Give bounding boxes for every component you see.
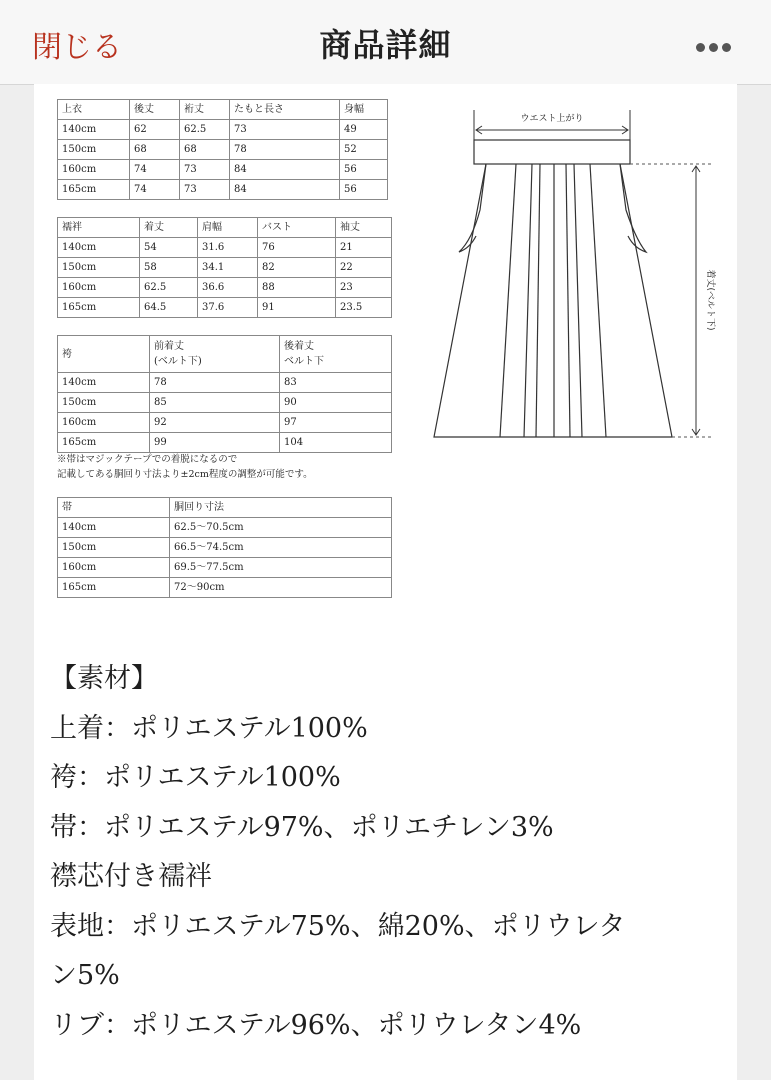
length-label: 着丈(ベルト下) [705,269,715,331]
table-row [58,433,392,453]
table-cell: 74 [130,180,180,200]
table-header-cell: 帯 [58,498,170,518]
table-cell: 23.5 [336,298,392,318]
header-line: 後着丈 [284,341,314,352]
table-header-cell: 袴 [58,336,150,373]
table-cell: 140cm [58,238,140,258]
table-row [58,278,392,298]
table-header-cell: 袖丈 [336,218,392,238]
table-cell: 56 [340,160,388,180]
table-cell: 78 [230,140,340,160]
table-cell: 160cm [58,558,170,578]
table-header-cell: 着丈 [140,218,198,238]
table-cell: 83 [280,373,392,393]
table-cell: 150cm [58,140,130,160]
table-cell: 69.5〜77.5cm [170,558,392,578]
table-cell: 62.5 [180,120,230,140]
material-line: 袴：ポリエステル100% [50,762,341,793]
table-row [58,518,392,538]
size-table-jacket [57,99,388,200]
page-title: 商品詳細 [319,26,452,64]
table-header-row [58,218,392,238]
table-cell: 49 [340,120,388,140]
table-cell: 92 [150,413,280,433]
size-chart-image [34,84,737,684]
table-cell: 150cm [58,258,140,278]
table-cell: 54 [140,238,198,258]
table-cell: 165cm [58,180,130,200]
material-line: 襟芯付き襦袢 [50,861,212,892]
table-cell: 140cm [58,373,150,393]
table-header-cell: 身幅 [340,100,388,120]
table-row [58,140,388,160]
table-row [58,120,388,140]
table-header-cell: 肩幅 [198,218,258,238]
top-nav-bar [0,0,771,85]
length-dimension-line [630,164,714,437]
material-heading: 【素材】 [50,663,158,694]
table-row [58,393,392,413]
table-cell: 73 [230,120,340,140]
more-dots-icon[interactable] [696,37,736,47]
table-cell: 58 [140,258,198,278]
table-cell: 31.6 [198,238,258,258]
table-cell: 160cm [58,160,130,180]
table-cell: 99 [150,433,280,453]
table-header-cell: たもと長さ [230,100,340,120]
table-cell: 140cm [58,518,170,538]
table-cell: 73 [180,180,230,200]
size-table-belt [57,497,392,598]
header-line: 前着丈 [154,341,184,352]
table-cell: 160cm [58,278,140,298]
table-row [58,558,392,578]
close-button[interactable]: 閉じる [32,30,122,65]
table-cell: 84 [230,160,340,180]
table-cell: 37.6 [198,298,258,318]
table-cell: 88 [258,278,336,298]
table-cell: 52 [340,140,388,160]
table-cell: 150cm [58,393,150,413]
hakama-body-shape [434,164,672,437]
table-cell: 82 [258,258,336,278]
table-cell: 85 [150,393,280,413]
table-cell: 78 [150,373,280,393]
table-cell: 165cm [58,433,150,453]
table-cell: 90 [280,393,392,413]
table-cell: 22 [336,258,392,278]
material-line: ン5% [50,960,120,991]
table-row [58,180,388,200]
table-cell: 72〜90cm [170,578,392,598]
table-header-cell [280,336,392,373]
table-cell: 66.5〜74.5cm [170,538,392,558]
header-line: ベルト下 [284,356,324,367]
table-row [58,538,392,558]
table-cell: 62 [130,120,180,140]
table-cell: 64.5 [140,298,198,318]
table-header-cell [150,336,280,373]
material-line: 上着：ポリエステル100% [50,712,368,744]
table-cell: 68 [180,140,230,160]
note-line: 記載してある胴回り寸法より±2cm程度の調整が可能です。 [57,469,313,480]
size-table-undergarment [57,217,392,318]
material-line: 帯：ポリエステル97%、ポリエチレン3% [50,811,554,843]
table-row [58,373,392,393]
table-cell: 36.6 [198,278,258,298]
table-cell: 91 [258,298,336,318]
table-row [58,258,392,278]
table-row [58,578,392,598]
material-section [50,654,730,1050]
table-cell: 165cm [58,298,140,318]
table-cell: 56 [340,180,388,200]
waist-label: ウエスト上がり [520,114,584,124]
table-cell: 160cm [58,413,150,433]
table-cell: 62.5 [140,278,198,298]
table-cell: 68 [130,140,180,160]
note-line: ※帯はマジックテープでの着脱になるので [57,454,238,465]
header-line: (ベルト下) [154,356,202,367]
table-header-cell: 襦袢 [58,218,140,238]
table-header-cell: 裄丈 [180,100,230,120]
material-line: 表地：ポリエステル75%、綿20%、ポリウレタ [50,910,626,942]
table-header-cell: 後丈 [130,100,180,120]
hakama-diagram [424,100,724,460]
table-header-row [58,336,392,373]
table-header-cell: バスト [258,218,336,238]
table-cell: 140cm [58,120,130,140]
table-cell: 21 [336,238,392,258]
table-cell: 97 [280,413,392,433]
waistband-shape [474,140,630,164]
material-line: リブ：ポリエステル96%、ポリウレタン4% [50,1009,582,1041]
table-cell: 74 [130,160,180,180]
table-row [58,160,388,180]
belt-note [57,452,313,482]
table-cell: 34.1 [198,258,258,278]
table-cell: 23 [336,278,392,298]
table-row [58,413,392,433]
table-row [58,298,392,318]
table-header-row [58,498,392,518]
table-cell: 62.5〜70.5cm [170,518,392,538]
table-row [58,238,392,258]
table-cell: 84 [230,180,340,200]
table-cell: 104 [280,433,392,453]
table-cell: 150cm [58,538,170,558]
table-cell: 76 [258,238,336,258]
table-header-cell: 上衣 [58,100,130,120]
size-table-hakama [57,335,392,453]
table-header-cell: 胴回り寸法 [170,498,392,518]
table-header-row [58,100,388,120]
product-detail-content [34,84,737,1080]
table-cell: 73 [180,160,230,180]
table-cell: 165cm [58,578,170,598]
